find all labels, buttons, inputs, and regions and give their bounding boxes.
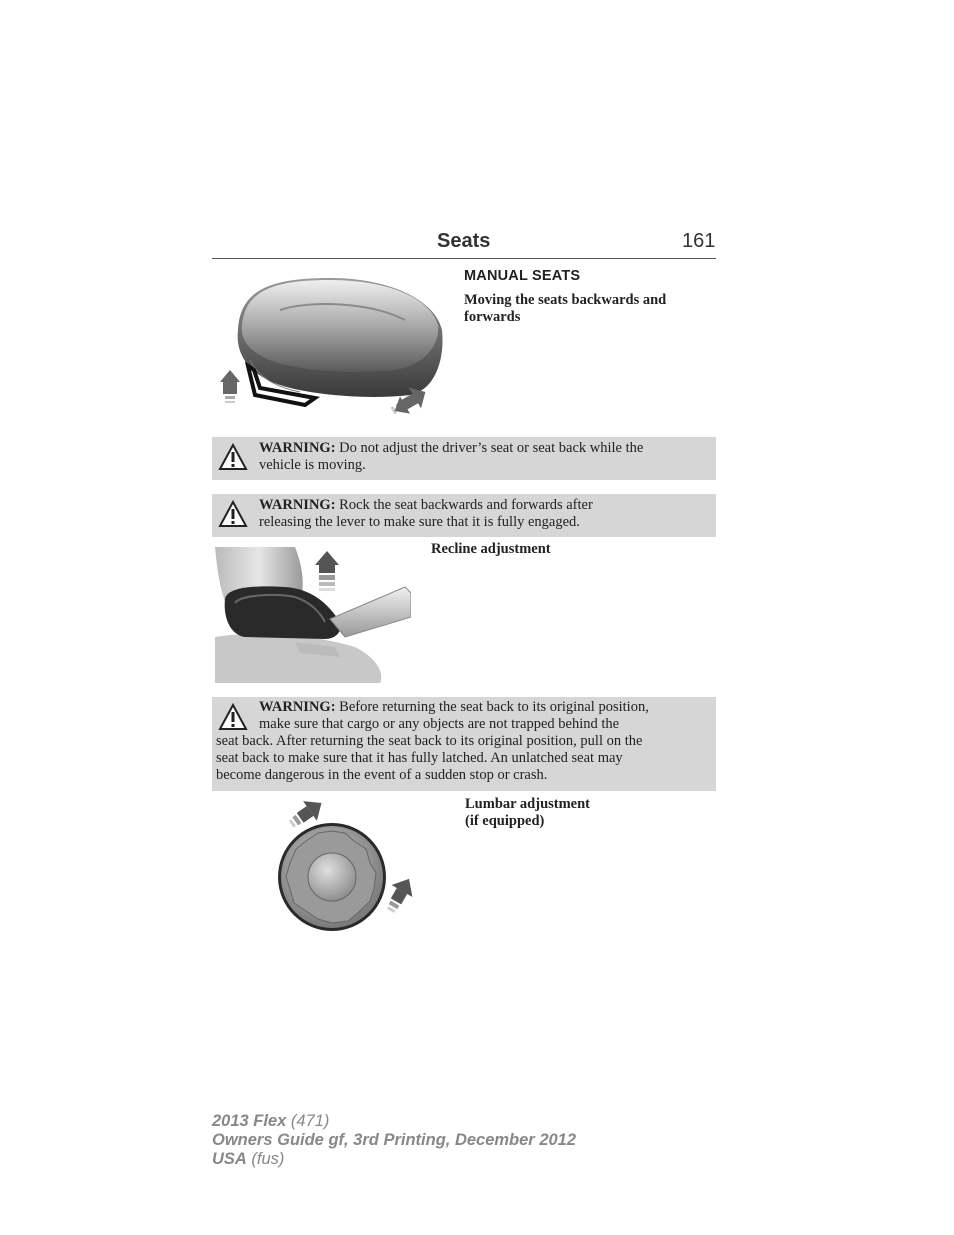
warning-line: Do not adjust the driver’s seat or seat back while the [335,440,644,456]
warning-line: make sure that cargo or any objects are not trapped behind the [259,716,620,732]
warning-line: seat back to make sure that it has fully latched. An unlatched seat may [216,750,623,766]
warning-text [259,699,714,733]
warning-line: Rock the seat backwards and forwards after [335,497,593,513]
seat-cushion-illustration [220,270,455,430]
arrow-icon [220,370,240,403]
page-number: 161 [682,230,716,252]
subheading-line: forwards [464,309,521,325]
warning-line: releasing the lever to make sure that it is fully engaged. [259,514,580,530]
recline-lever-illustration [215,547,411,683]
header-divider [212,258,716,259]
footer-model: 2013 Flex [212,1112,287,1130]
warning-triangle-icon [218,500,248,528]
warning-line: Before returning the seat back to its original position, [335,699,649,715]
warning-label: WARNING: [259,497,336,513]
warning-box [212,494,716,537]
footer-market: USA [212,1150,247,1168]
warning-text [259,440,714,474]
moving-seats-subheading [464,292,666,326]
subheading-line: Moving the seats backwards and [464,292,667,308]
warning-box [212,697,716,791]
lumbar-knob-illustration [270,797,420,937]
warning-text [259,497,714,531]
warning-label: WARNING: [259,440,336,456]
page-section-title: Seats [437,230,491,252]
footer-code: (471) [286,1112,330,1130]
warning-triangle-icon [218,703,248,731]
lumbar-heading-line: (if equipped) [465,813,545,829]
warning-box [212,437,716,480]
warning-line: vehicle is moving. [259,457,366,473]
footer-edition: Owners Guide gf, 3rd Printing, December 2012 [212,1131,577,1149]
recline-heading: Recline adjustment [431,541,551,557]
warning-triangle-icon [218,443,248,471]
arrow-icon [380,873,419,917]
warning-line: seat back. After returning the seat back to its original position, pull on the [216,733,643,749]
lumbar-heading-line: Lumbar adjustment [465,796,591,812]
warning-label: WARNING: [259,699,336,715]
document-footer [212,1112,576,1169]
warning-text-continued [216,733,714,784]
lumbar-heading [465,796,590,830]
warning-line: become dangerous in the event of a sudden stop or crash. [216,767,548,783]
arrow-icon [315,551,339,591]
footer-code: (fus) [246,1150,285,1168]
manual-seats-heading: MANUAL SEATS [464,268,581,284]
